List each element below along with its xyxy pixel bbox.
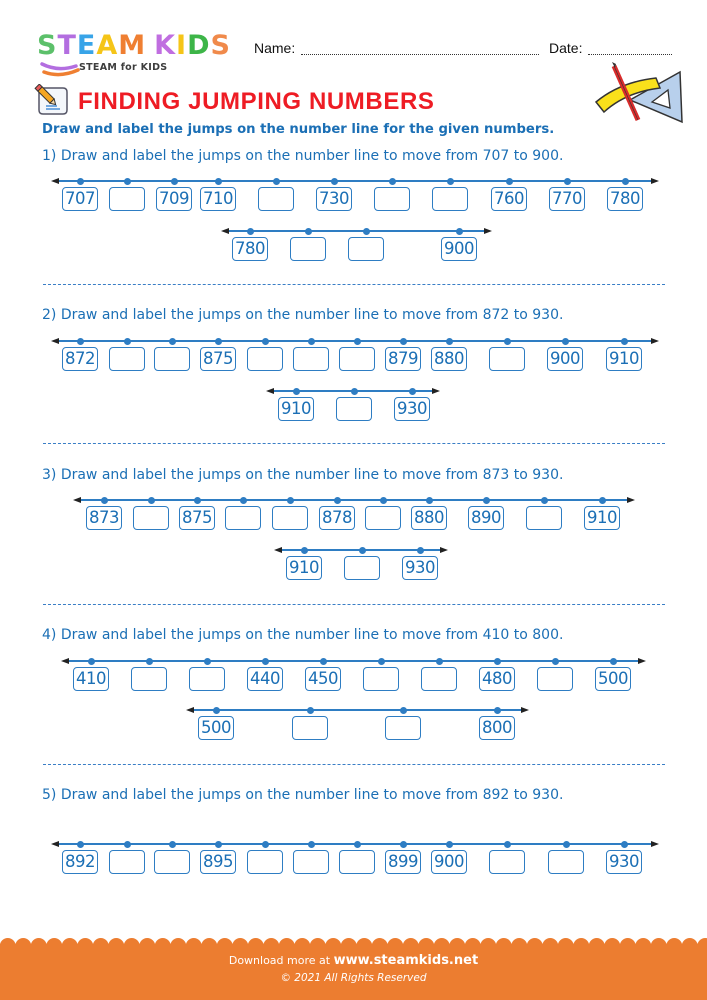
number-line — [190, 709, 525, 711]
tick-dot — [307, 707, 314, 714]
tick-dot — [506, 178, 513, 185]
number-line — [77, 499, 631, 501]
tick-dot — [389, 178, 396, 185]
number-box: 880 — [411, 506, 447, 530]
arrow-left-icon — [73, 497, 81, 503]
logo-letter: K — [154, 30, 177, 61]
tick-dot — [504, 338, 511, 345]
tick-dot — [171, 178, 178, 185]
blank-answer-box[interactable] — [131, 667, 167, 691]
number-box: 440 — [247, 667, 283, 691]
number-box: 930 — [606, 850, 642, 874]
tick-dot — [447, 178, 454, 185]
tick-dot — [436, 658, 443, 665]
tick-dot — [215, 338, 222, 345]
tick-dot — [331, 178, 338, 185]
arrow-right-icon — [484, 228, 492, 234]
section-divider — [43, 764, 665, 765]
blank-answer-box[interactable] — [247, 347, 283, 371]
number-box: 892 — [62, 850, 98, 874]
logo-swoosh-icon — [40, 60, 80, 80]
footer-copyright: © 2021 All Rights Reserved — [280, 972, 427, 984]
question-5-text: 5) Draw and label the jumps on the number line to move from 892 to 930. — [42, 787, 564, 803]
question-2-text: 2) Draw and label the jumps on the number line to move from 872 to 930. — [42, 307, 564, 323]
tick-dot — [564, 178, 571, 185]
tick-dot — [308, 841, 315, 848]
tick-dot — [359, 547, 366, 554]
blank-answer-box[interactable] — [293, 347, 329, 371]
tick-dot — [378, 658, 385, 665]
tick-dot — [88, 658, 95, 665]
tick-dot — [77, 841, 84, 848]
arrow-right-icon — [638, 658, 646, 664]
tick-dot — [293, 388, 300, 395]
number-box: 710 — [200, 187, 236, 211]
number-box: 910 — [584, 506, 620, 530]
blank-answer-box[interactable] — [109, 187, 145, 211]
number-box: 899 — [385, 850, 421, 874]
arrow-right-icon — [651, 841, 659, 847]
number-box: 780 — [232, 237, 268, 261]
tick-dot — [400, 841, 407, 848]
arrow-left-icon — [51, 841, 59, 847]
tick-dot — [204, 658, 211, 665]
blank-answer-box[interactable] — [348, 237, 384, 261]
tick-dot — [101, 497, 108, 504]
blank-answer-box[interactable] — [385, 716, 421, 740]
blank-answer-box[interactable] — [272, 506, 308, 530]
number-box: 900 — [547, 347, 583, 371]
number-box: 800 — [479, 716, 515, 740]
blank-answer-box[interactable] — [374, 187, 410, 211]
arrow-left-icon — [221, 228, 229, 234]
tick-dot — [552, 658, 559, 665]
number-box: 930 — [402, 556, 438, 580]
blank-answer-box[interactable] — [189, 667, 225, 691]
number-box: 780 — [607, 187, 643, 211]
blank-answer-box[interactable] — [154, 850, 190, 874]
tick-dot — [563, 841, 570, 848]
tick-dot — [610, 658, 617, 665]
tick-dot — [354, 338, 361, 345]
name-field[interactable] — [301, 53, 539, 55]
tick-dot — [446, 841, 453, 848]
tick-dot — [354, 841, 361, 848]
tick-dot — [320, 658, 327, 665]
arrow-left-icon — [51, 178, 59, 184]
steam-kids-logo — [37, 32, 231, 59]
tick-dot — [363, 228, 370, 235]
blank-answer-box[interactable] — [225, 506, 261, 530]
blank-answer-box[interactable] — [363, 667, 399, 691]
blank-answer-box[interactable] — [344, 556, 380, 580]
tick-dot — [308, 338, 315, 345]
tick-dot — [494, 707, 501, 714]
tick-dot — [599, 497, 606, 504]
logo-letter: S — [210, 30, 231, 61]
tick-dot — [380, 497, 387, 504]
number-box: 709 — [156, 187, 192, 211]
tick-dot — [446, 338, 453, 345]
blank-answer-box[interactable] — [133, 506, 169, 530]
number-box: 873 — [86, 506, 122, 530]
tick-dot — [262, 658, 269, 665]
blank-answer-box[interactable] — [154, 347, 190, 371]
worksheet-pencil-icon — [33, 84, 71, 116]
tick-dot — [483, 497, 490, 504]
logo-letter: D — [187, 30, 211, 61]
blank-answer-box[interactable] — [548, 850, 584, 874]
tick-dot — [305, 228, 312, 235]
tick-dot — [124, 841, 131, 848]
section-divider — [43, 443, 665, 444]
tick-dot — [194, 497, 201, 504]
logo-letter: A — [96, 30, 119, 61]
tick-dot — [213, 707, 220, 714]
blank-answer-box[interactable] — [290, 237, 326, 261]
tick-dot — [504, 841, 511, 848]
blank-answer-box[interactable] — [421, 667, 457, 691]
blank-answer-box[interactable] — [339, 347, 375, 371]
arrow-left-icon — [266, 388, 274, 394]
number-box: 890 — [468, 506, 504, 530]
logo-letter: M — [118, 30, 147, 61]
tick-dot — [456, 228, 463, 235]
tick-dot — [215, 841, 222, 848]
blank-answer-box[interactable] — [526, 506, 562, 530]
blank-answer-box[interactable] — [336, 397, 372, 421]
tick-dot — [262, 841, 269, 848]
tick-dot — [247, 228, 254, 235]
blank-answer-box[interactable] — [293, 850, 329, 874]
question-4-text: 4) Draw and label the jumps on the number line to move from 410 to 800. — [42, 627, 564, 643]
logo-letter: E — [76, 30, 97, 61]
number-box: 930 — [394, 397, 430, 421]
arrow-right-icon — [651, 178, 659, 184]
arrow-left-icon — [274, 547, 282, 553]
tick-dot — [334, 497, 341, 504]
tick-dot — [146, 658, 153, 665]
number-box: 450 — [305, 667, 341, 691]
tick-dot — [215, 178, 222, 185]
tick-dot — [148, 497, 155, 504]
arrow-left-icon — [186, 707, 194, 713]
blank-answer-box[interactable] — [292, 716, 328, 740]
tick-dot — [77, 338, 84, 345]
tick-dot — [77, 178, 84, 185]
question-1-text: 1) Draw and label the jumps on the number line to move from 707 to 900. — [42, 148, 564, 164]
arrow-right-icon — [432, 388, 440, 394]
number-box: 895 — [200, 850, 236, 874]
number-line — [225, 230, 488, 232]
logo-letter: T — [57, 30, 77, 61]
arrow-left-icon — [61, 658, 69, 664]
number-box: 410 — [73, 667, 109, 691]
blank-answer-box[interactable] — [489, 347, 525, 371]
blank-answer-box[interactable] — [489, 850, 525, 874]
date-field[interactable] — [588, 53, 672, 55]
blank-answer-box[interactable] — [339, 850, 375, 874]
blank-answer-box[interactable] — [537, 667, 573, 691]
arrow-right-icon — [651, 338, 659, 344]
tick-dot — [494, 658, 501, 665]
tick-dot — [541, 497, 548, 504]
blank-answer-box[interactable] — [109, 347, 145, 371]
site-link[interactable]: www.steamkids.net — [333, 953, 479, 968]
number-box: 879 — [385, 347, 421, 371]
arrow-left-icon — [51, 338, 59, 344]
download-prefix: Download more at — [228, 954, 334, 967]
tick-dot — [124, 338, 131, 345]
tick-dot — [426, 497, 433, 504]
question-3-text: 3) Draw and label the jumps on the number line to move from 873 to 930. — [42, 467, 564, 483]
logo-letter: S — [37, 30, 58, 61]
number-box: 900 — [441, 237, 477, 261]
logo-tagline: STEAM for KIDS — [79, 62, 168, 73]
date-label: Date: — [549, 40, 583, 56]
number-box: 760 — [491, 187, 527, 211]
blank-answer-box[interactable] — [432, 187, 468, 211]
number-box: 910 — [278, 397, 314, 421]
tick-dot — [400, 707, 407, 714]
logo-letter: I — [176, 30, 188, 61]
tick-dot — [169, 841, 176, 848]
number-box: 872 — [62, 347, 98, 371]
number-box: 875 — [200, 347, 236, 371]
blank-answer-box[interactable] — [247, 850, 283, 874]
number-box: 880 — [431, 347, 467, 371]
arrow-right-icon — [521, 707, 529, 713]
number-box: 910 — [606, 347, 642, 371]
tick-dot — [301, 547, 308, 554]
number-box: 500 — [595, 667, 631, 691]
tick-dot — [273, 178, 280, 185]
number-box: 910 — [286, 556, 322, 580]
number-box: 770 — [549, 187, 585, 211]
blank-answer-box[interactable] — [258, 187, 294, 211]
ruler-set-square-icon — [590, 60, 686, 126]
number-box: 730 — [316, 187, 352, 211]
section-divider — [43, 604, 665, 605]
blank-answer-box[interactable] — [365, 506, 401, 530]
arrow-right-icon — [627, 497, 635, 503]
number-box: 875 — [179, 506, 215, 530]
tick-dot — [351, 388, 358, 395]
number-box: 480 — [479, 667, 515, 691]
tick-dot — [240, 497, 247, 504]
tick-dot — [621, 841, 628, 848]
tick-dot — [169, 338, 176, 345]
number-box: 878 — [319, 506, 355, 530]
tick-dot — [287, 497, 294, 504]
tick-dot — [400, 338, 407, 345]
tick-dot — [417, 547, 424, 554]
tick-dot — [262, 338, 269, 345]
tick-dot — [621, 338, 628, 345]
blank-answer-box[interactable] — [109, 850, 145, 874]
name-label: Name: — [254, 40, 296, 56]
number-box: 500 — [198, 716, 234, 740]
page-title: FINDING JUMPING NUMBERS — [78, 88, 435, 115]
number-box: 707 — [62, 187, 98, 211]
tick-dot — [562, 338, 569, 345]
section-divider — [43, 284, 665, 285]
instructions: Draw and label the jumps on the number line for the given numbers. — [42, 122, 555, 137]
tick-dot — [622, 178, 629, 185]
arrow-right-icon — [440, 547, 448, 553]
tick-dot — [124, 178, 131, 185]
tick-dot — [409, 388, 416, 395]
footer-download-text — [0, 953, 707, 968]
number-box: 900 — [431, 850, 467, 874]
